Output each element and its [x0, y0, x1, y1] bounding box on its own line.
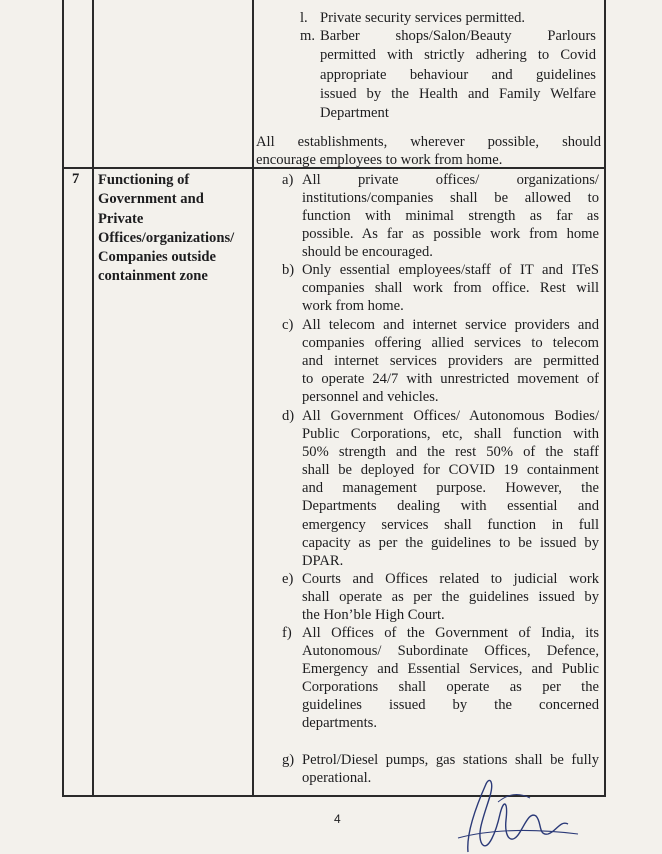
- table-border-right: [604, 0, 606, 796]
- item-line: DPAR.: [302, 552, 344, 569]
- item-line: Public Corporations, etc, shall function with: [302, 426, 599, 443]
- item-label: l.: [300, 10, 308, 26]
- item-line: Autonomous/ Subordinate Offices, Defence,: [302, 643, 599, 660]
- item-label: e): [282, 571, 294, 587]
- item-line: personnel and vehicles.: [302, 389, 439, 406]
- item-line: Courts and Offices related to judicial work: [302, 571, 599, 587]
- item-line: shall be deployed for COVID 19 containment: [302, 462, 599, 479]
- item-line: guidelines issued by the concerned: [302, 697, 599, 714]
- item-line: companies shall work from office. Rest will: [302, 280, 599, 297]
- item-line: 50% strength and the rest 50% of the staff: [302, 444, 599, 461]
- item-line: All telecom and internet service providers and: [302, 317, 599, 333]
- serial-number: 7: [72, 171, 80, 187]
- subject-line: Private: [98, 210, 144, 227]
- note-line: All establishments, wherever possible, should: [256, 134, 601, 150]
- row-subject: [98, 171, 248, 287]
- table-border-subject: [252, 0, 254, 796]
- item-line: companies offering allied services to telecom: [302, 335, 599, 352]
- item-line: Only essential employees/staff of IT and ITeS: [302, 262, 599, 278]
- item-line: emergency services shall function in full: [302, 516, 599, 533]
- item-line: Corporations shall operate as per the: [302, 679, 599, 696]
- signature-image: [438, 772, 588, 854]
- work-from-home-note: [256, 133, 601, 169]
- item-line: function with minimal strength as far as: [302, 208, 599, 225]
- item-line: Private security services permitted.: [320, 10, 526, 26]
- item-line: Departments dealing with essential and: [302, 498, 599, 515]
- item-line: appropriate behaviour and guidelines: [320, 66, 596, 83]
- item-label: a): [282, 172, 294, 188]
- item-label: c): [282, 317, 294, 333]
- item-line: shall operate as per the guidelines issued by: [302, 589, 599, 606]
- item-line: All private offices/ organizations/: [302, 172, 599, 188]
- item-line: should be encouraged.: [302, 244, 433, 261]
- subject-line: Offices/organizations/: [98, 229, 235, 246]
- table-border-serial: [92, 0, 94, 796]
- item-line: possible. As far as possible work from home: [302, 226, 599, 243]
- item-line: capacity as per the guidelines to be issued by: [302, 534, 599, 551]
- note-line: encourage employees to work from home.: [256, 152, 503, 168]
- item-line: All Government Offices/ Autonomous Bodies/: [302, 408, 599, 424]
- subject-line: Companies outside: [98, 249, 216, 266]
- item-label: f): [282, 625, 292, 641]
- subject-line: Government and: [98, 191, 204, 208]
- item-line: issued by the Health and Family Welfare: [320, 85, 596, 102]
- item-line: Petrol/Diesel pumps, gas stations shall be fully: [302, 752, 599, 768]
- item-line: and management purpose. However, the: [302, 480, 599, 497]
- table-border-left: [62, 0, 64, 796]
- item-line: departments.: [302, 715, 377, 732]
- item-label: b): [282, 262, 295, 278]
- subject-line: Functioning of: [98, 172, 190, 188]
- item-line: the Hon’ble High Court.: [302, 607, 445, 624]
- page-number: 4: [334, 812, 341, 826]
- item-line: work from home.: [302, 298, 404, 315]
- item-label: g): [282, 752, 295, 768]
- item-line: All Offices of the Government of India, its: [302, 625, 599, 641]
- subject-line: containment zone: [98, 268, 208, 285]
- item-line: Barber shops/Salon/Beauty Parlours: [320, 28, 596, 44]
- item-line: institutions/companies shall be allowed to: [302, 190, 599, 207]
- item-label: m.: [300, 28, 315, 44]
- item-label: d): [282, 408, 295, 424]
- item-line: operational.: [302, 770, 372, 787]
- item-line: to operate 24/7 with unrestricted movement of: [302, 371, 599, 388]
- item-line: Department: [320, 105, 389, 122]
- item-line: Emergency and Essential Services, and Public: [302, 661, 599, 678]
- item-line: and internet services providers are permitted: [302, 353, 599, 370]
- item-line: permitted with strictly adhering to Covid: [320, 47, 596, 64]
